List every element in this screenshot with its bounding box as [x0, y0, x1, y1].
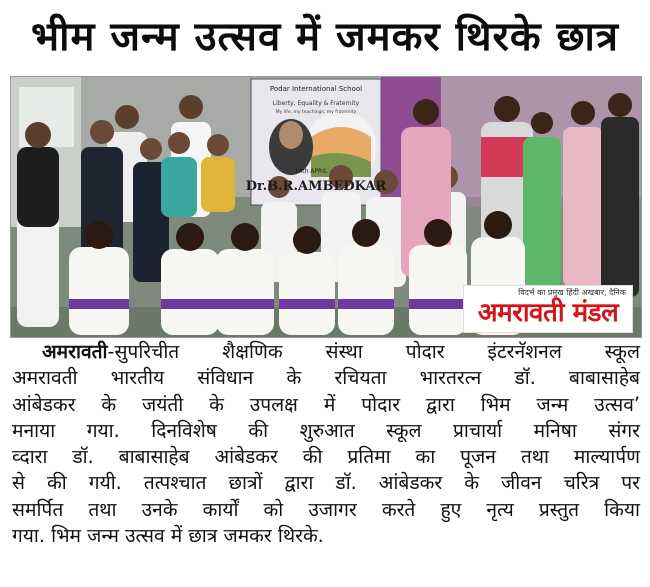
newspaper-masthead [463, 285, 633, 333]
article-line-1-text: -सुपरिचीत शैक्षणिक संस्था पोदार इंटरनॅशनल स्कूल [107, 340, 640, 363]
article-line-6: से की गयी. तत्पश्चात छात्रों द्वारा डॉ. आंबेडकर के जीवन चरित्र पर [12, 471, 640, 495]
article-line-3: आंबेडकर के जयंती के उपलक्ष में पोदार द्वारा भिम जन्म उत्सव’ [12, 392, 640, 416]
article-line-5: व्दारा डॉ. बाबासाहेब आंबेडकर की प्रतिमा का पूजन तथा माल्यार्पण [12, 445, 640, 469]
banner-name-text: Dr.B.R.AMBEDKAR [245, 179, 387, 194]
article-line-2: अमरावती भारतीय संविधान के रचियता भारतरत्न डॉ. बाबासाहेब [12, 366, 640, 390]
banner-school-text: Podar International School [269, 85, 363, 93]
news-photo [10, 76, 642, 338]
banner-motto-text: Liberty, Equality & Fraternity [272, 100, 360, 107]
article-line-8: गया. भिम जन्म उत्सव में छात्र जमकर थिरके. [12, 524, 324, 548]
banner-anniversary-text: 14th APRIL [294, 168, 328, 175]
article-line-4: मनाया गया. दिनविशेष की शुरुआत स्कूल प्राचार्या मनिषा संगर [12, 418, 640, 442]
article-line-7: समर्पित तथा उनके कार्यों को उजागर करते हुए नृत्य प्रस्तुत किया [12, 497, 640, 521]
masthead-name: अमरावती मंडल [477, 298, 619, 328]
article-body [12, 339, 640, 549]
dateline: अमरावती [42, 340, 108, 363]
banner-sub-text: My life, my teachings, my fraternity [275, 110, 357, 115]
headline: भीम जन्म उत्सव में जमकर थिरके छात्र [31, 14, 619, 60]
article-line-1 [12, 339, 640, 365]
masthead-tagline: विदर्भ का प्रमुख हिंदी अखबार, दैनिक [518, 288, 626, 297]
